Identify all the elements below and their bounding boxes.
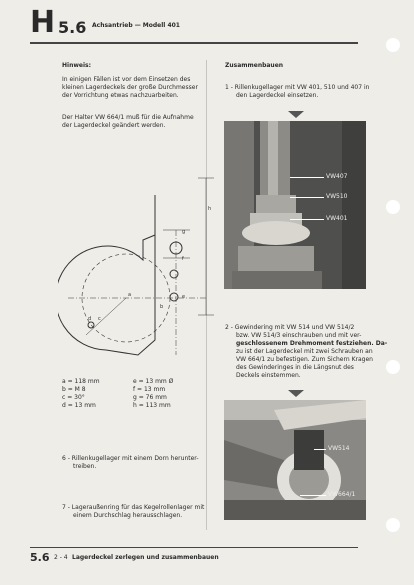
binder-hole <box>386 360 400 374</box>
assembly-heading: Zusammenbauen <box>225 62 284 69</box>
label-vw401: VW401 <box>326 215 348 222</box>
label-d: d <box>88 316 92 322</box>
footer-rule <box>30 547 358 548</box>
label-a: a <box>128 292 132 298</box>
binder-hole <box>386 38 400 52</box>
hole-d <box>88 322 94 328</box>
leader-line <box>290 219 324 220</box>
hint-paragraph-2: Der Halter VW 664/1 muß für die Aufnahme der Lagerdeckel geändert werden. <box>62 114 194 129</box>
binder-hole <box>386 200 400 214</box>
label-vw407: VW407 <box>326 173 348 180</box>
dimensions-right: e = 13 mm Ø f = 13 mm g = 76 mm h = 113 mm <box>133 378 174 409</box>
label-b: b <box>160 304 164 310</box>
leader-line <box>290 197 324 198</box>
photo-wrench-assembly <box>224 400 366 520</box>
footer-section-number: 5.6 <box>30 551 50 564</box>
header-rule <box>30 42 358 44</box>
holder-drawing <box>58 150 218 375</box>
section-number: 5.6 <box>58 18 87 37</box>
leader-line <box>314 449 326 450</box>
photo-press-assembly <box>224 121 366 289</box>
hint-heading: Hinweis: <box>62 62 91 69</box>
hole-f <box>170 270 178 278</box>
page-title: Achsantrieb — Modell 401 <box>92 22 180 29</box>
leader-line <box>300 495 326 496</box>
binder-hole <box>386 518 400 532</box>
hint-paragraph-1: In einigen Fällen ist vor dem Einsetzen des kleinen Lagerdeckels der große Durchmesser der Vorrichtung etwas nachzuarbeiten. <box>62 76 198 99</box>
dimensions-left: a = 118 mm b = M 8 c = 30° d = 13 mm <box>62 378 100 409</box>
label-h: h <box>208 206 212 212</box>
section-letter: H <box>30 5 56 40</box>
step-7: 7 - Lageraußenring für das Kegelrollenlager mit einem Durchschlag herausschlagen. <box>62 504 205 519</box>
label-f: f <box>182 256 184 262</box>
arrow-marker <box>288 390 304 397</box>
step-1: 1 - Rillenkugellager mit VW 401, 510 und 407 in den Lagerdeckel einsetzen. <box>225 84 370 99</box>
step-2: 2 - Gewindering mit VW 514 und VW 514/2 bzw. VW 514/3 einschrauben und mit ver- geschlossenem Drehmoment festziehen. Da- zu ist der Lagerdeckel mit zwei Schrauben an VW 664/1 zu befestigen. Zum Sichern Kragen des Gewinderinges in die Längsnut des Deckels einstemmen. <box>225 324 388 379</box>
footer-title: Lagerdeckel zerlegen und zusammenbauen <box>72 554 219 561</box>
label-g: g <box>182 229 186 235</box>
hole-e <box>170 293 178 301</box>
leader-line <box>290 177 324 178</box>
label-e: e <box>182 294 186 300</box>
label-vw510: VW510 <box>326 193 348 200</box>
label-c: c <box>98 316 101 322</box>
footer-page-number: 2 - 4 <box>54 554 68 561</box>
holder-outline <box>58 195 155 355</box>
arrow-marker <box>288 111 304 118</box>
label-vw664-1: VW664/1 <box>328 491 356 498</box>
step-6: 6 - Rillenkugellager mit einem Dorn herunter- treiben. <box>62 455 199 470</box>
label-vw514: VW514 <box>328 445 350 452</box>
